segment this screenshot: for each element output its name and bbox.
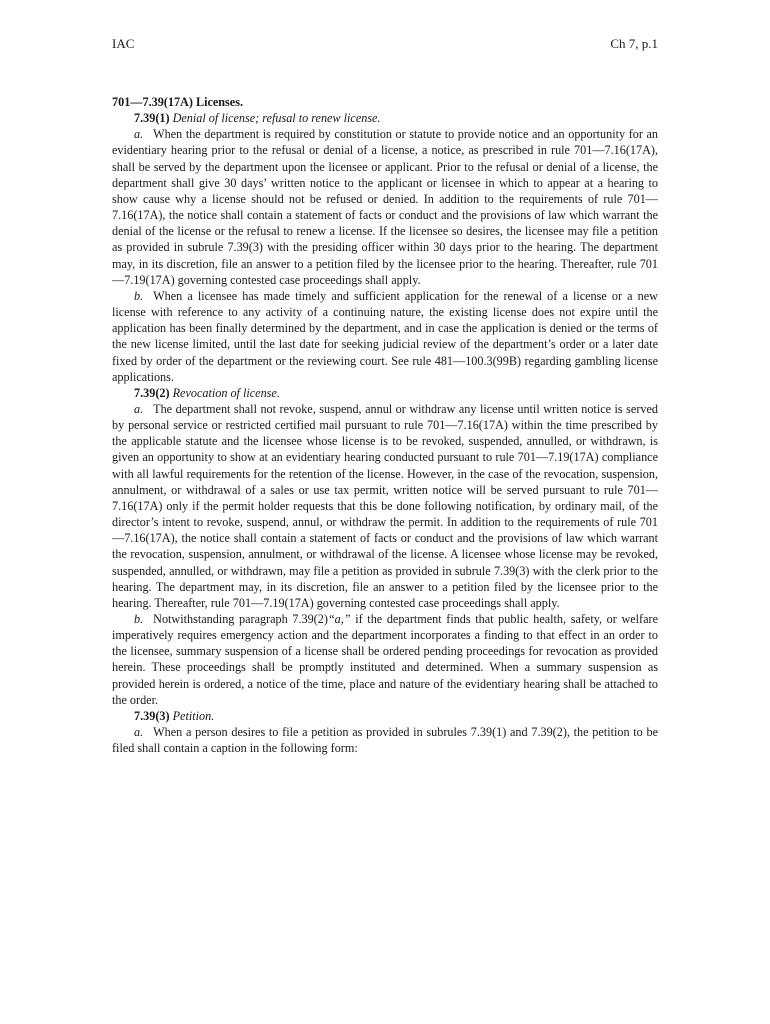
header-left: IAC	[112, 36, 135, 51]
paragraph-2b	[112, 611, 658, 708]
subrule-heading-3	[112, 708, 658, 724]
subrule-caption: Revocation of license.	[172, 385, 280, 400]
subrule-number: 7.39(2)	[134, 385, 170, 400]
paragraph-text: When the department is required by constitution or statute to provide notice and an opportunity for an evidentiary hearing prior to the refusal or denial of a license, a notice, as prescribed in rule 701—7.16(17A), shall be served by the department upon the licensee or applicant. Prior to the refusal or denial of a license, the department shall give 30 days’ written notice to the applicant or licensee in which to appear at a hearing to show cause why a license should not be refused or denied. In addition to the requirements of rule 701—7.16(17A), the notice shall contain a statement of facts or conduct and the provisions of law which warrant the denial of the license or the refusal to renew a license. If the licensee so desires, the licensee may file a petition as provided in subrule 7.39(3) with the presiding officer within 30 days prior to the hearing. The department may, in its discretion, file an answer to a petition filed by the licensee prior to the hearing. Thereafter, rule 701—7.19(17A) governing contested case proceedings shall apply.	[112, 127, 658, 287]
paragraph-text: When a licensee has made timely and sufficient application for the renewal of a license or a new license with reference to any activity of a continuing nature, the existing license does not expire until the application has been finally determined by the department, and in case the application is denied or the terms of the new license limited, until the last date for seeking judicial review of the department’s order or a later date fixed by order of the department or the reviewing court. See rule 481—100.3(99B) regarding gambling license applications.	[112, 288, 658, 384]
page-header	[112, 36, 658, 52]
paragraph-2a	[112, 401, 658, 611]
paragraph-label: b.	[134, 612, 144, 626]
paragraph-text: The department shall not revoke, suspend, annul or withdraw any license until written notice is served by personal service or restricted certified mail pursuant to rule 701—7.16(17A) within the time prescribed by the applicable statute and the licensee whose license is to be revoked, suspended, annulled, or withdrawn, is given an opportunity to show at an evidentiary hearing conducted pursuant to rule 701—7.19(17A) compliance with all lawful requirements for the retention of the license. However, in the case of the revocation, suspension, annulment, or withdrawal of a sales or use tax permit, written notice will be served pursuant to rule 701—7.16(17A) only if the permit holder requests that this be done following notification, by ordinary mail, of the director’s intent to revoke, suspend, annul, or withdraw the permit. In addition to the requirements of rule 701—7.16(17A), the notice shall contain a statement of facts or conduct and the provisions of law which warrant the revocation, suspension, annulment, or withdrawal of the license. A licensee whose license may be revoked, suspended, annulled, or withdrawn, may file a petition as provided in subrule 7.39(3) with the clerk prior to the hearing. The department may, in its discretion, file an answer to a petition filed by the licensee prior to the hearing. Thereafter, rule 701—7.19(17A) governing contested case proceedings shall apply.	[112, 401, 658, 610]
paragraph-label: a.	[134, 725, 144, 740]
paragraph-label: a.	[134, 401, 144, 416]
paragraph-1b	[112, 288, 658, 385]
document-body	[112, 94, 658, 756]
subrule-heading-2	[112, 385, 658, 401]
subrule-number: 7.39(1)	[134, 111, 170, 126]
paragraph-1a	[112, 126, 658, 288]
paragraph-reference: “a,”	[327, 612, 351, 626]
paragraph-label: a.	[134, 127, 144, 142]
paragraph-label: b.	[134, 288, 144, 303]
paragraph-3a	[112, 724, 658, 756]
subrule-caption: Petition.	[172, 708, 215, 723]
paragraph-text-post: if the department finds that public health, safety, or welfare imperatively requires emergency action and the department incorporates a finding to that effect in an order to the licensee, summary suspension of a license shall be ordered pending proceedings for revocation as provided herein. These proceedings shall be promptly instituted and determined. When a summary suspension as provided herein is ordered, a notice of the time, place and nature of the evidentiary hearing shall be attached to the order.	[112, 612, 658, 707]
header-right: Ch 7, p.1	[610, 36, 658, 51]
rule-title: 701—7.39(17A) Licenses.	[112, 95, 244, 109]
subrule-caption: Denial of license; refusal to renew license.	[172, 111, 381, 126]
paragraph-text-pre: Notwithstanding paragraph 7.39(2)	[153, 612, 328, 626]
subrule-heading-1	[112, 110, 658, 126]
paragraph-text: When a person desires to file a petition as provided in subrules 7.39(1) and 7.39(2), the petition to be filed shall contain a caption in the following form:	[112, 725, 658, 756]
subrule-number: 7.39(3)	[134, 708, 170, 723]
